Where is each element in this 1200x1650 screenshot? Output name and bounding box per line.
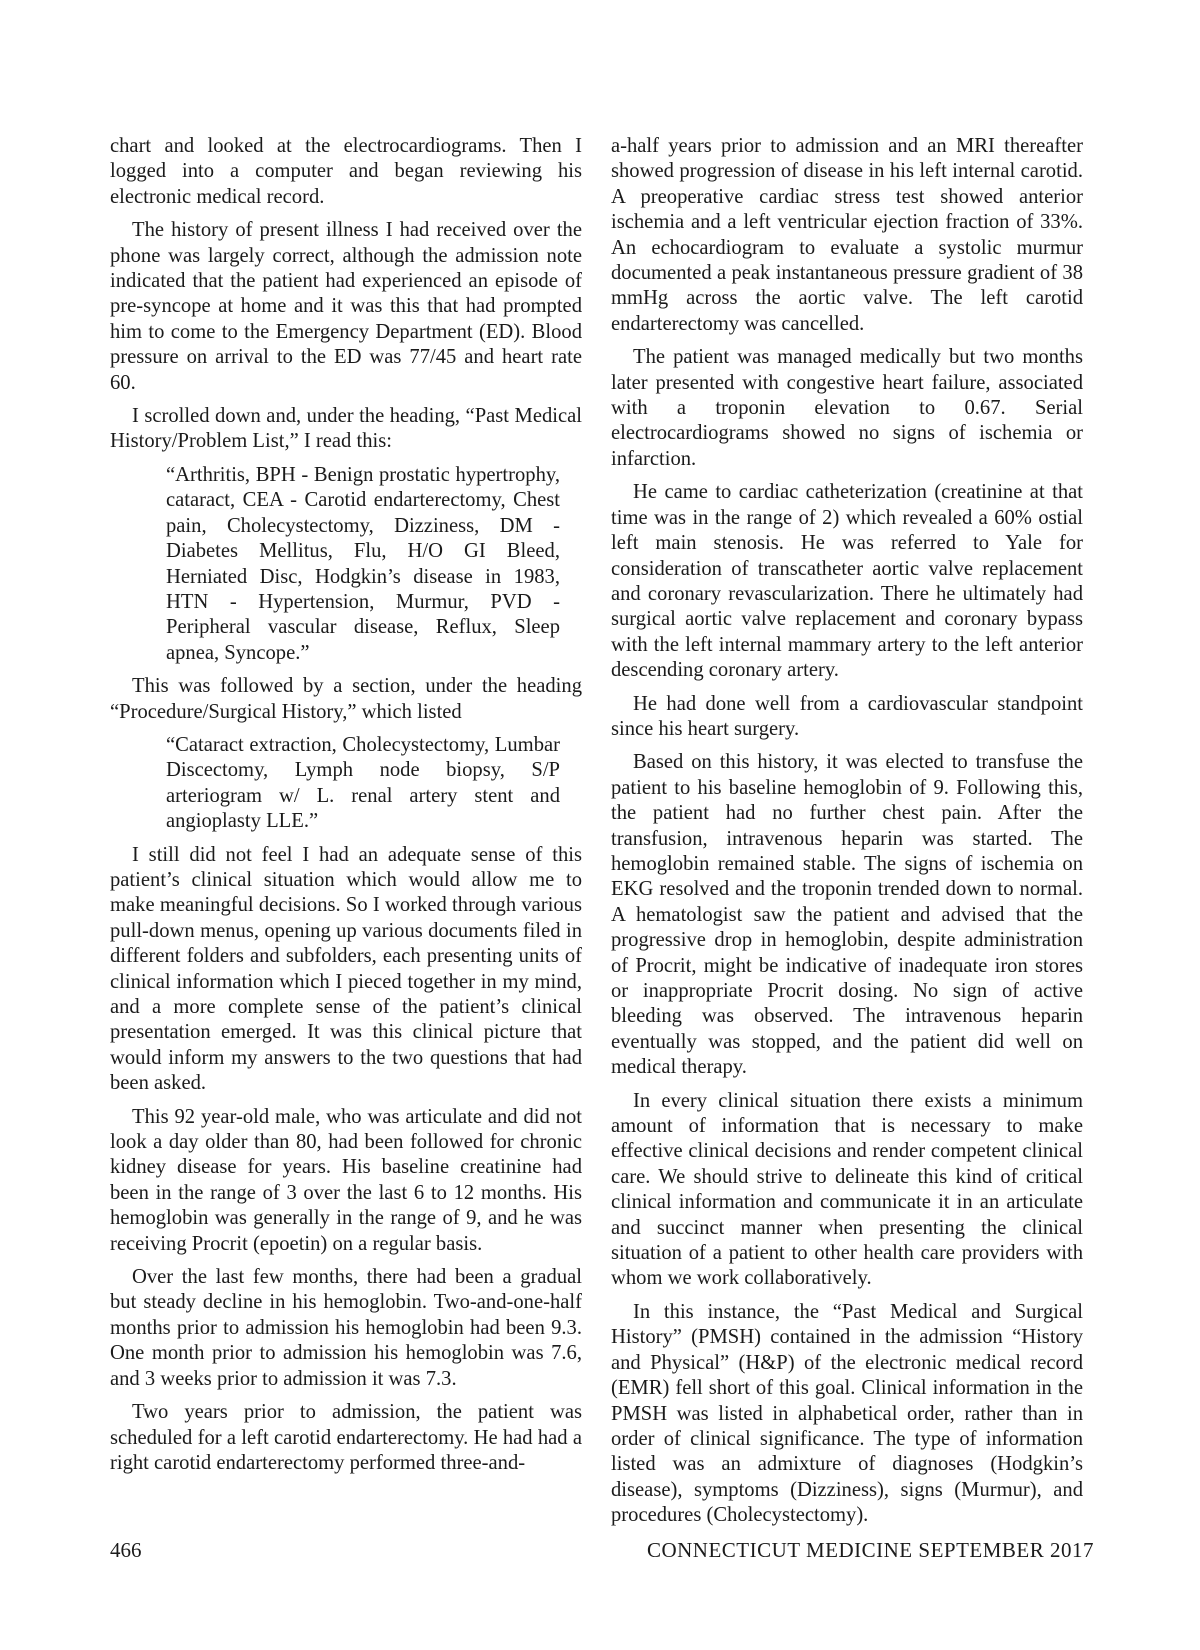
paragraph: This 92 year-old male, who was articulate and did not look a day older than 80, had been followed for chronic kidney disease for years. His baseline creatinine had been in the range of 3 over the last 6 to 12 months. His hemoglobin was generally in the range of 9, and he was receiving Procrit (epoetin) on a regular basis. (110, 1105, 582, 1255)
paragraph: I scrolled down and, under the heading, “Past Medical History/Problem List,” I read this: (110, 405, 582, 453)
paragraph: Two years prior to admission, the patient was scheduled for a left carotid endarterectomy. He had had a right carotid endarterectomy performed three-and- (110, 1401, 582, 1474)
paragraph: The history of present illness I had received over the phone was largely correct, although the admission note indicated that the patient had experienced an episode of pre-syncope at home and it was this that had prompted him to come to the Emergency Department (ED). Blood pressure on arrival to the ED was 77/45 and heart rate 60. (110, 219, 582, 394)
paragraph: In every clinical situation there exists a minimum amount of information that is necessary to make effective clinical decisions and render competent clinical care. We should strive to delineate this kind of critical clinical information and communicate it in an articulate and succinct manner when presenting the clinical situation of a patient to other health care providers with whom we work collaboratively. (611, 1089, 1083, 1290)
paragraph: He came to cardiac catheterization (creatinine at that time was in the range of 2) which revealed a 60% ostial left main stenosis. He was referred to Yale for consideration of transcatheter aortic valve replacement and coronary revascularization. There he ultimately had surgical aortic valve replacement and coronary bypass with the left internal mammary artery to the left anterior descending coronary artery. (611, 481, 1083, 682)
quote-text: “Arthritis, BPH - Benign prostatic hypertrophy, cataract, CEA - Carotid endarterectomy, Chest pain, Cholecystectomy, Dizziness, DM - Diabetes Mellitus, Flu, H/O GI Bleed, Herniated Disc, Hodgkin’s disease in 1983, HTN - Hypertension, Murmur, PVD - Peripheral vascular disease, Reflux, Sleep apnea, Syncope.” (166, 463, 560, 664)
block-quote-surgical-history (166, 733, 560, 835)
paragraph: Based on this history, it was elected to transfuse the patient to his baseline hemoglobin of 9. Following this, the patient had no further chest pain. After the transfusion, intravenous heparin was started. The hemoglobin remained stable. The signs of ischemia on EKG resolved and the troponin trended down to normal. A hematologist saw the patient and advised that the progressive drop in hemoglobin, despite administration of Procrit, might be indicative of inadequate iron stores or inappropriate Procrit dosing. No sign of active bleeding was observed. The intravenous heparin eventually was stopped, and the patient did well on medical therapy. (611, 751, 1083, 1079)
page-number: 466 (110, 1538, 142, 1562)
paragraph: Over the last few months, there had been a gradual but steady decline in his hemoglobin. Two-and-one-half months prior to admission his hemoglobin had been 9.3. One month prior to admission his hemoglobin was 7.6, and 3 weeks prior to admission it was 7.3. (110, 1266, 582, 1390)
quote-text: “Cataract extraction, Cholecystectomy, Lumbar Discectomy, Lymph node biopsy, S/P arteriogram w/ L. renal artery stent and angioplasty LLE.” (166, 733, 560, 833)
right-column (611, 134, 1083, 1529)
paragraph: He had done well from a cardiovascular standpoint since his heart surgery. (611, 692, 1083, 740)
paragraph: I still did not feel I had an adequate sense of this patient’s clinical situation which would allow me to make meaningful decisions. So I worked through various pull-down menus, opening up various documents filed in different folders and subfolders, each presenting units of clinical information which I pieced together in my mind, and a more complete sense of the patient’s clinical presentation emerged. It was this clinical picture that would inform my answers to the two questions that had been asked. (110, 843, 582, 1095)
paragraph: chart and looked at the electrocardiograms. Then I logged into a computer and began reviewing his electronic medical record. (110, 135, 582, 208)
block-quote-problem-list (166, 463, 560, 666)
left-column (110, 134, 582, 1476)
journal-issue: CONNECTICUT MEDICINE SEPTEMBER 2017 (646, 1538, 1094, 1562)
paragraph: a-half years prior to admission and an MRI thereafter showed progression of disease in his left internal carotid. A preoperative cardiac stress test showed anterior ischemia and a left ventricular ejection fraction of 33%. An echocardiogram to evaluate a systolic murmur documented a peak instantaneous pressure gradient of 38 mmHg across the aortic valve. The left carotid endarterectomy was cancelled. (611, 135, 1083, 335)
paragraph: This was followed by a section, under the heading “Procedure/Surgical History,” which listed (110, 675, 582, 723)
paragraph: The patient was managed medically but two months later presented with congestive heart failure, associated with a troponin elevation to 0.67. Serial electrocardiograms showed no signs of ischemia or infarction. (611, 346, 1083, 470)
paragraph: In this instance, the “Past Medical and Surgical History” (PMSH) contained in the admission “History and Physical” (H&P) of the electronic medical record (EMR) fell short of this goal. Clinical information in the PMSH was listed in alphabetical order, rather than in order of clinical significance. The type of information listed was an admixture of diagnoses (Hodgkin’s disease), symptoms (Dizziness), signs (Murmur), and procedures (Cholecystectomy). (611, 1300, 1083, 1527)
